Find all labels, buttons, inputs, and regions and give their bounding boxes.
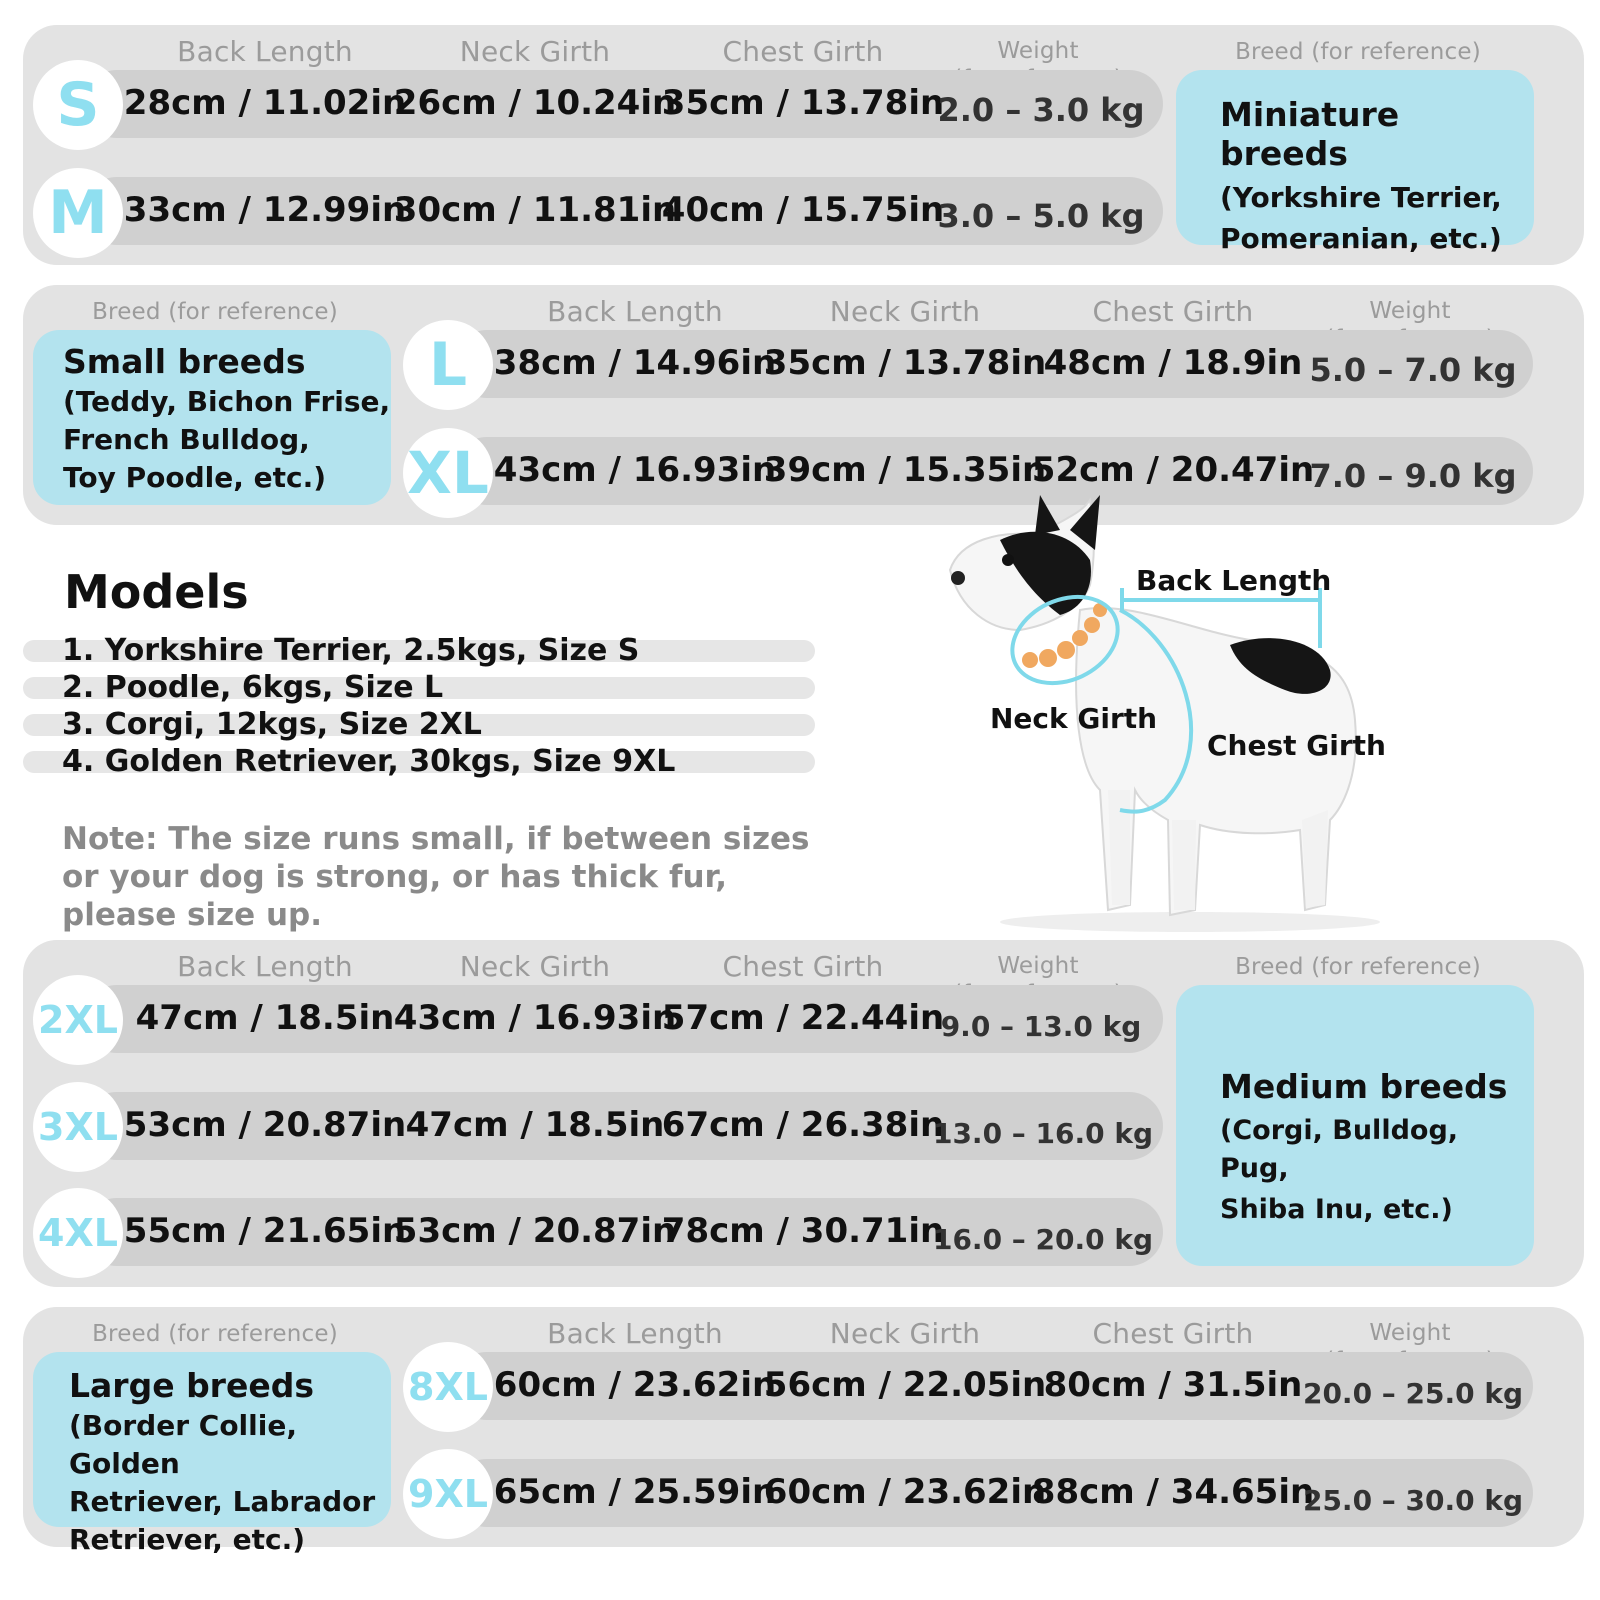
- breed-desc-line: Retriever, Labrador: [69, 1485, 376, 1518]
- chest-girth-value: 67cm / 26.38in: [661, 1105, 945, 1145]
- size-badge-4xl: 4XL: [33, 1188, 123, 1278]
- dog-leg: [1302, 810, 1328, 908]
- size-badge-l: L: [403, 320, 493, 410]
- weight-value: 25.0 – 30.0 kg: [1302, 1484, 1524, 1517]
- neck-girth-value: 43cm / 16.93in: [393, 998, 677, 1038]
- back-length-value: 65cm / 25.59in: [493, 1472, 777, 1512]
- neck-girth-value: 56cm / 22.05in: [763, 1365, 1047, 1405]
- header-breed: Breed (for reference): [92, 299, 338, 325]
- breed-title: Medium breeds: [1220, 1067, 1508, 1106]
- weight-value: 5.0 – 7.0 kg: [1309, 351, 1517, 389]
- back-length-value: 55cm / 21.65in: [123, 1211, 407, 1251]
- back-length-value: 53cm / 20.87in: [123, 1105, 407, 1145]
- header-chest-girth: Chest Girth: [1092, 1317, 1254, 1350]
- size-badge-m: M: [33, 168, 123, 258]
- neck-girth-value: 47cm / 18.5in: [405, 1105, 665, 1145]
- weight-value: 3.0 – 5.0 kg: [937, 197, 1145, 235]
- breed-box-large: [33, 1352, 391, 1556]
- weight-value: 9.0 – 13.0 kg: [940, 1010, 1142, 1043]
- header-neck-girth: Neck Girth: [829, 1317, 981, 1350]
- header-chest-girth: Chest Girth: [722, 35, 884, 68]
- dog-eye: [1002, 554, 1014, 566]
- back-length-value: 43cm / 16.93in: [493, 450, 777, 490]
- size-badge-s: S: [33, 60, 123, 150]
- size-panel-small: [23, 285, 1584, 525]
- model-item: 2. Poodle, 6kgs, Size L: [62, 670, 444, 705]
- neck-girth-value: 26cm / 10.24in: [393, 83, 677, 123]
- chest-girth-value: 52cm / 20.47in: [1031, 450, 1315, 490]
- header-back-length: Back Length: [547, 1317, 723, 1350]
- header-back-length: Back Length: [547, 295, 723, 328]
- size-badge-9xl: 9XL: [403, 1449, 493, 1539]
- breed-desc-line: Retriever, etc.): [69, 1523, 306, 1556]
- breed-desc-line: (Yorkshire Terrier,: [1220, 181, 1502, 214]
- chest-girth-value: 48cm / 18.9in: [1043, 343, 1303, 383]
- chest-girth-value: 35cm / 13.78in: [661, 83, 945, 123]
- breed-desc-line: Shiba Inu, etc.): [1220, 1194, 1453, 1225]
- breed-title: Large breeds: [69, 1366, 314, 1405]
- back-length-value: 33cm / 12.99in: [123, 190, 407, 230]
- back-length-value: 60cm / 23.62in: [493, 1365, 777, 1405]
- header-weight-label: Weight: [997, 38, 1079, 64]
- breed-desc-line: (Teddy, Bichon Frise,: [63, 385, 391, 418]
- chest-girth-value: 88cm / 34.65in: [1031, 1472, 1315, 1512]
- breed-box-medium: [1176, 985, 1534, 1266]
- breed-desc-line: Toy Poodle, etc.): [63, 461, 327, 494]
- neck-girth-value: 35cm / 13.78in: [763, 343, 1047, 383]
- dog-leg: [1172, 820, 1196, 910]
- breed-desc-line: Pomeranian, etc.): [1220, 222, 1502, 255]
- breed-box-small: [33, 330, 391, 505]
- diagram-back-length-label: Back Length: [1136, 564, 1332, 597]
- size-panel-miniature: [23, 25, 1584, 265]
- chest-girth-value: 57cm / 22.44in: [661, 998, 945, 1038]
- back-length-value: 47cm / 18.5in: [135, 998, 395, 1038]
- header-weight-label: Weight: [1369, 298, 1451, 324]
- header-breed: Breed (for reference): [1235, 954, 1481, 980]
- breed-title: Small breeds: [63, 342, 306, 381]
- chest-girth-value: 40cm / 15.75in: [661, 190, 945, 230]
- back-length-value: 28cm / 11.02in: [123, 83, 407, 123]
- neck-girth-value: 30cm / 11.81in: [393, 190, 677, 230]
- breed-desc-line: (Corgi, Bulldog, Pug,: [1220, 1115, 1459, 1184]
- header-neck-girth: Neck Girth: [459, 35, 611, 68]
- diagram-chest-girth-label: Chest Girth: [1207, 729, 1386, 762]
- neck-girth-value: 39cm / 15.35in: [763, 450, 1047, 490]
- size-badge-2xl: 2XL: [33, 975, 123, 1065]
- weight-value: 16.0 – 20.0 kg: [932, 1223, 1154, 1256]
- neck-girth-value: 53cm / 20.87in: [393, 1211, 677, 1251]
- header-chest-girth: Chest Girth: [722, 950, 884, 983]
- size-badge-8xl: 8XL: [403, 1342, 493, 1432]
- weight-value: 2.0 – 3.0 kg: [937, 91, 1145, 129]
- weight-value: 13.0 – 16.0 kg: [932, 1117, 1154, 1150]
- size-panel-medium: [23, 940, 1584, 1287]
- model-item: 1. Yorkshire Terrier, 2.5kgs, Size S: [62, 633, 640, 668]
- breed-title: Miniature breeds: [1220, 95, 1400, 173]
- neck-girth-value: 60cm / 23.62in: [763, 1472, 1047, 1512]
- header-chest-girth: Chest Girth: [1092, 295, 1254, 328]
- diagram-neck-girth-label: Neck Girth: [990, 702, 1158, 735]
- sizing-note: Note: The size runs small, if between sizes or your dog is strong, or has thick fur, please size up.: [62, 821, 810, 933]
- dog-nose: [951, 571, 965, 585]
- size-panel-large: [23, 1307, 1584, 1556]
- model-item: 4. Golden Retriever, 30kgs, Size 9XL: [62, 744, 676, 779]
- header-neck-girth: Neck Girth: [829, 295, 981, 328]
- header-back-length: Back Length: [177, 35, 353, 68]
- model-item: 3. Corgi, 12kgs, Size 2XL: [62, 707, 482, 742]
- back-length-value: 38cm / 14.96in: [493, 343, 777, 383]
- weight-value: 20.0 – 25.0 kg: [1302, 1377, 1524, 1410]
- breed-desc-line: (Border Collie, Golden: [69, 1409, 297, 1480]
- header-breed: Breed (for reference): [1235, 39, 1481, 65]
- header-weight-label: Weight: [997, 953, 1079, 979]
- chest-girth-value: 80cm / 31.5in: [1043, 1365, 1303, 1405]
- header-neck-girth: Neck Girth: [459, 950, 611, 983]
- chest-girth-value: 78cm / 30.71in: [661, 1211, 945, 1251]
- size-badge-3xl: 3XL: [33, 1082, 123, 1172]
- dog-ear: [1035, 495, 1060, 535]
- header-back-length: Back Length: [177, 950, 353, 983]
- header-weight-label: Weight: [1369, 1320, 1451, 1346]
- breed-box-miniature: [1176, 70, 1534, 255]
- breed-desc-line: French Bulldog,: [63, 423, 310, 456]
- models-title: Models: [64, 565, 249, 619]
- dog-shadow: [1000, 912, 1380, 932]
- header-breed: Breed (for reference): [92, 1321, 338, 1347]
- size-badge-xl: XL: [403, 428, 493, 518]
- weight-value: 7.0 – 9.0 kg: [1309, 457, 1517, 495]
